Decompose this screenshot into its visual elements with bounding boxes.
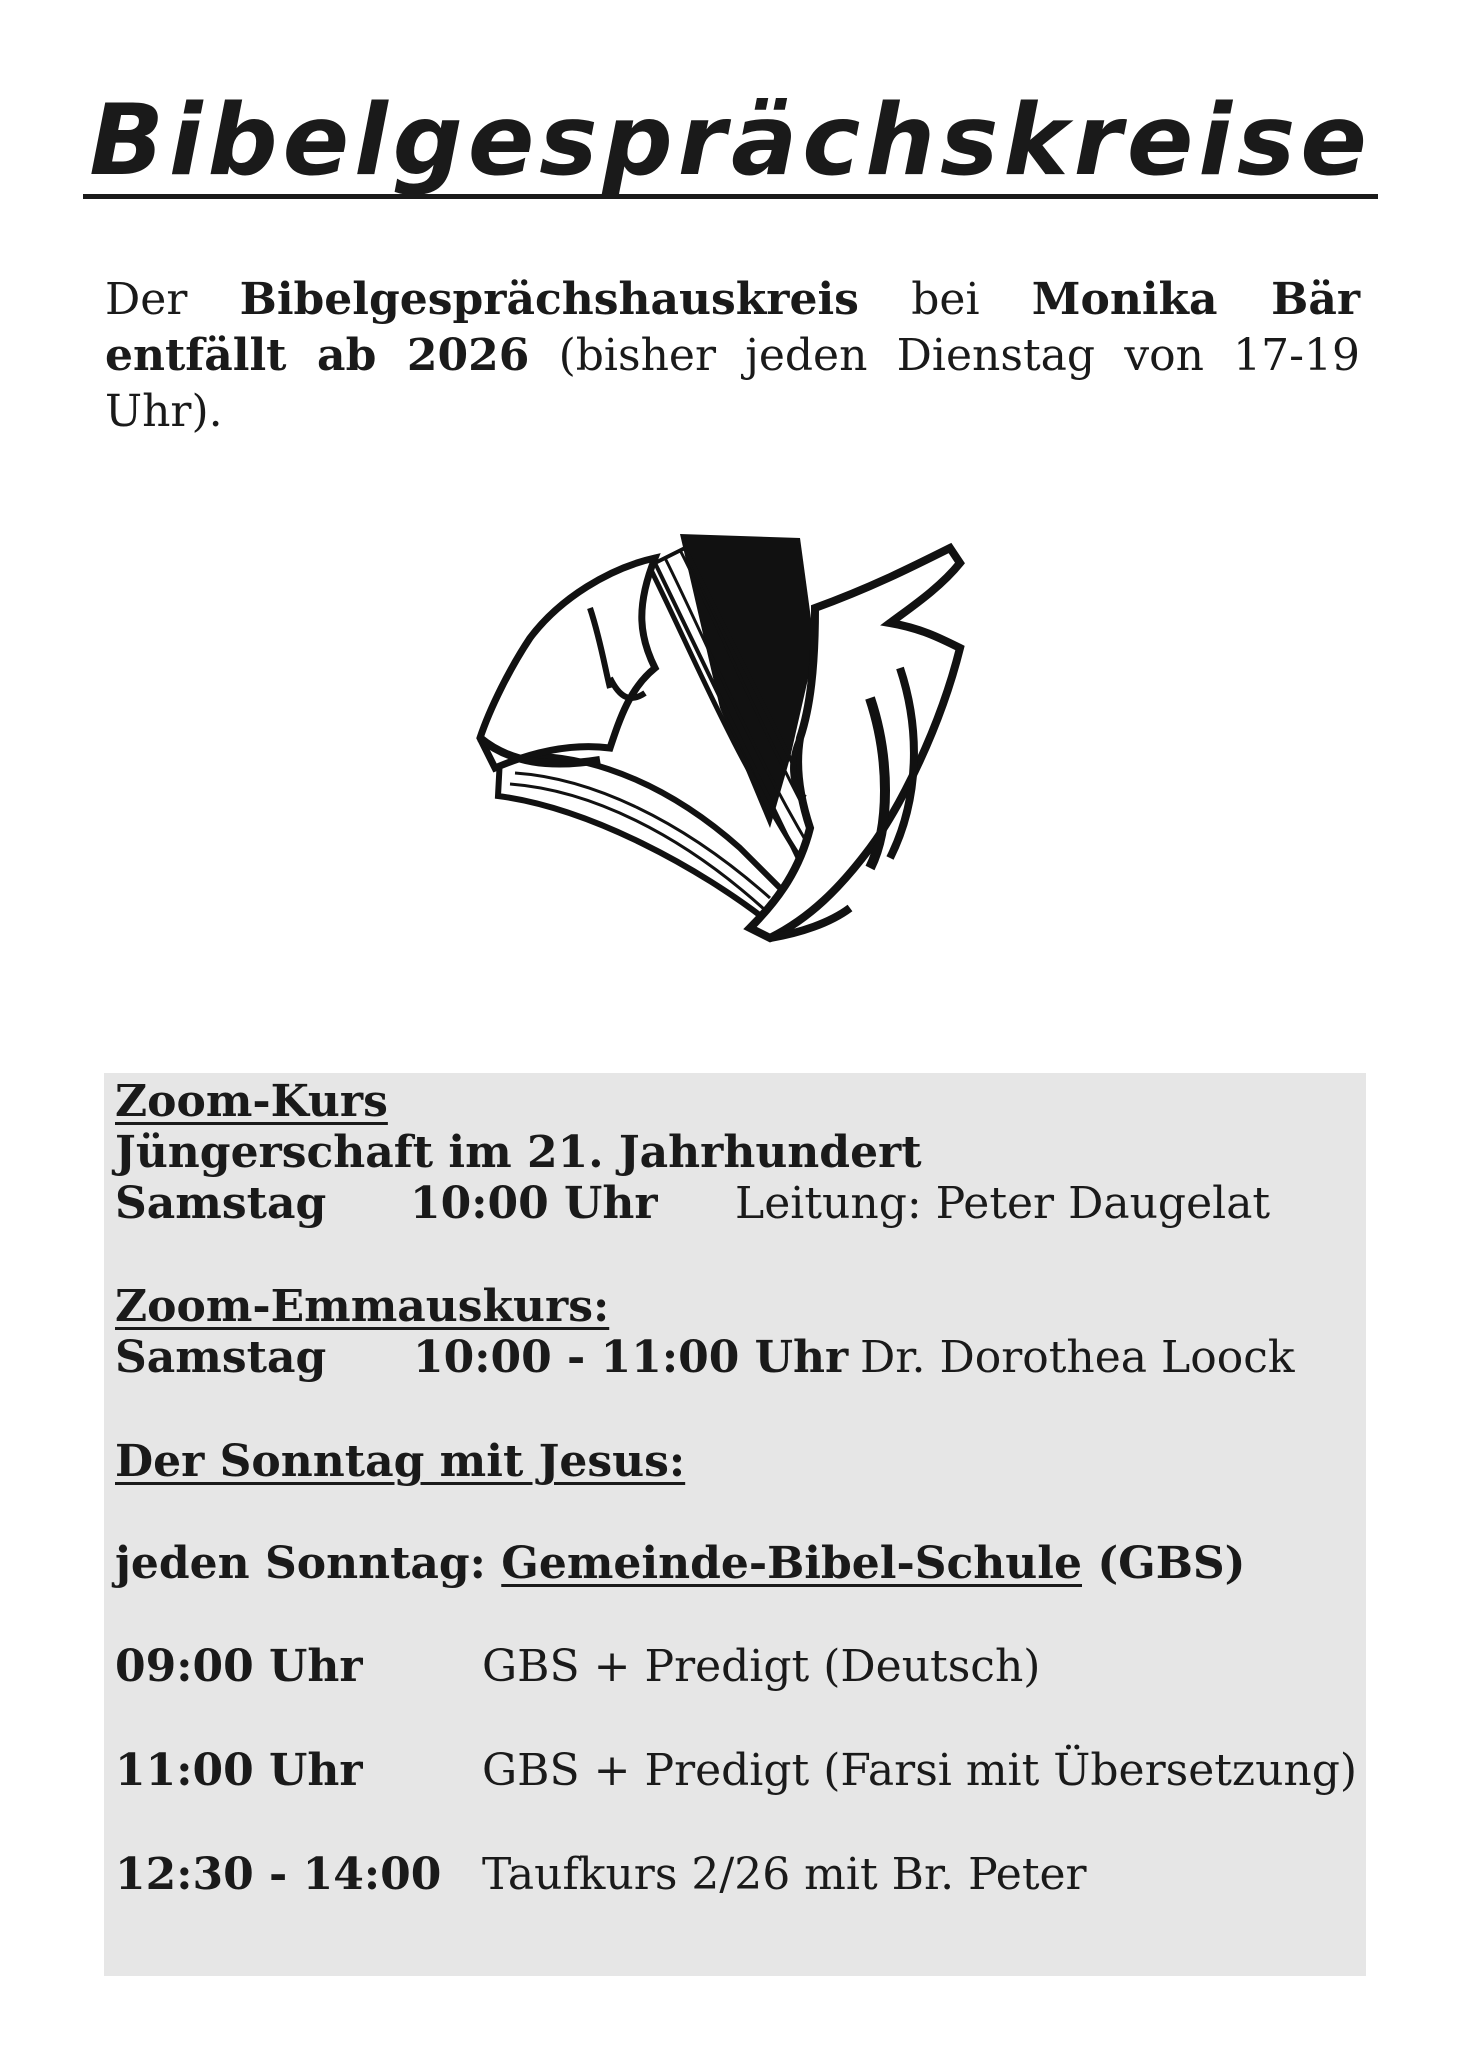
page-title — [0, 84, 1461, 199]
sunday-gbs-line — [115, 1538, 1246, 1589]
intro-cancellation: Monika Bär entfällt ab 2026 — [105, 274, 1361, 381]
schedule-time-2: 11:00 Uhr — [115, 1745, 363, 1796]
schedule-desc-3: Taufkurs 2/26 mit Br. Peter — [482, 1849, 1087, 1900]
page-title-text: Bibelgesprächskreise — [83, 92, 1378, 199]
hands-holding-bible-icon — [470, 528, 1010, 948]
zoom-kurs-day: Samstag — [115, 1178, 327, 1229]
schedule-desc-1: GBS + Predigt (Deutsch) — [482, 1641, 1041, 1692]
zoom-kurs-heading: Zoom-Kurs — [115, 1076, 388, 1127]
zoom-kurs-subtitle: Jüngerschaft im 21. Jahrhundert — [115, 1127, 922, 1178]
emmaus-day: Samstag — [115, 1332, 327, 1383]
schedule-time-3: 12:30 - 14:00 — [115, 1849, 442, 1900]
intro-text-2: bei — [858, 274, 1032, 325]
schedule-desc-2: GBS + Predigt (Farsi mit Übersetzung) — [482, 1745, 1358, 1796]
emmaus-time: 10:00 - 11:00 Uhr — [413, 1332, 849, 1383]
intro-text-3: (bisher jeden Dienstag von 17-19 Uhr). — [105, 330, 1361, 437]
gbs-label: Gemeinde-Bibel-Schule — [501, 1538, 1082, 1589]
gbs-abbr: (GBS) — [1082, 1538, 1246, 1589]
intro-hauskreis-name: Bibelgesprächshauskreis — [239, 274, 859, 325]
zoom-kurs-time: 10:00 Uhr — [410, 1178, 658, 1229]
sunday-every-label: jeden Sonntag: — [115, 1538, 502, 1589]
intro-text-1: Der — [105, 274, 240, 325]
zoom-kurs-leader: Leitung: Peter Daugelat — [735, 1178, 1271, 1229]
sunday-heading: Der Sonntag mit Jesus: — [115, 1436, 686, 1487]
schedule-time-1: 09:00 Uhr — [115, 1641, 363, 1692]
intro-paragraph — [105, 272, 1360, 440]
emmaus-leader: Dr. Dorothea Loock — [860, 1332, 1295, 1383]
emmaus-heading: Zoom-Emmauskurs: — [115, 1281, 610, 1332]
